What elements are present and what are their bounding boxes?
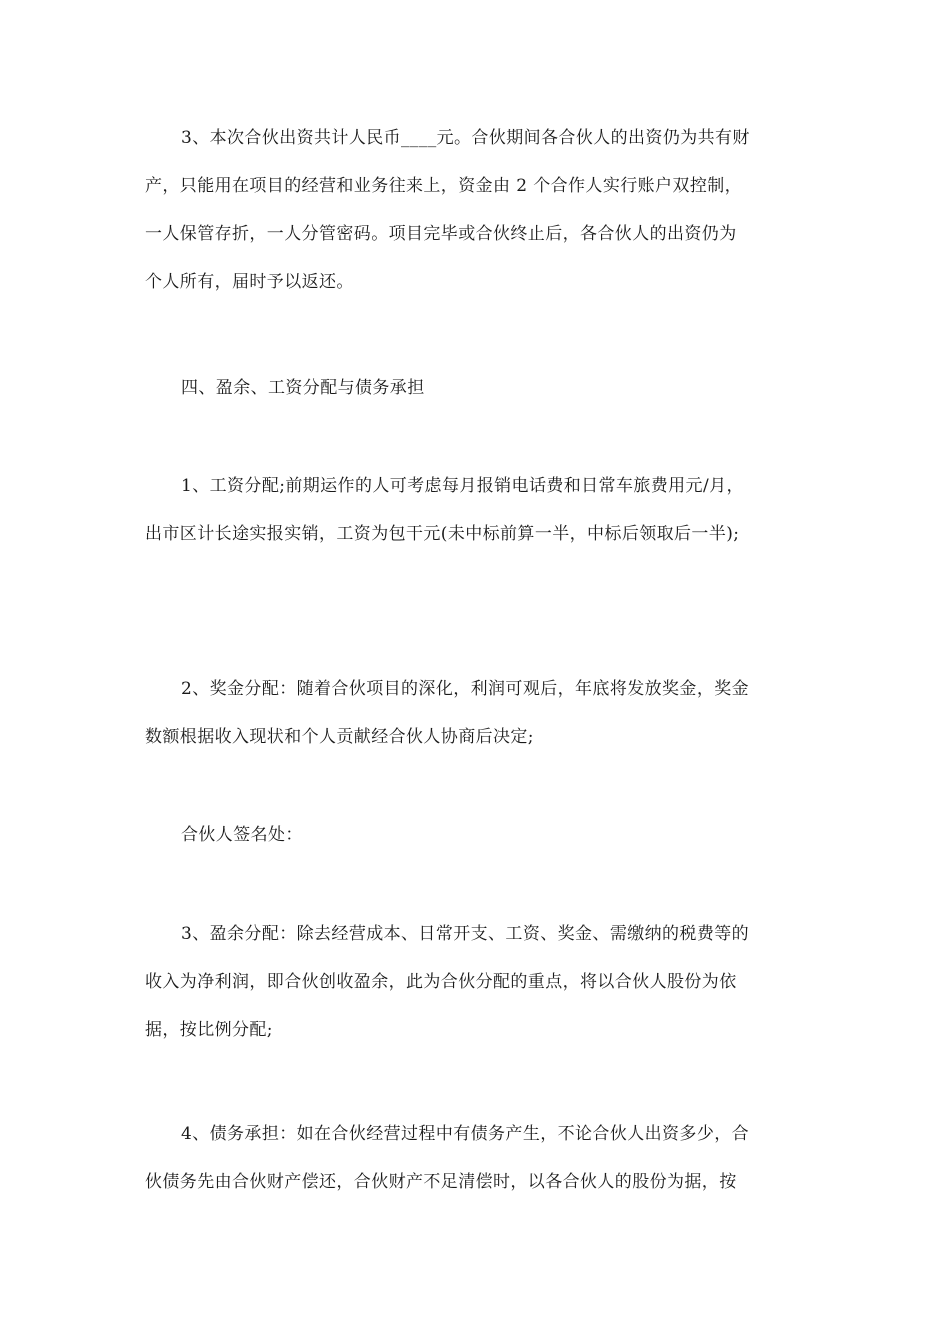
text-line: 一人保管存折，一人分管密码。项目完毕或合伙终止后，各合伙人的出资仍为 (145, 224, 737, 244)
text-line: 3、盈余分配：除去经营成本、日常开支、工资、奖金、需缴纳的税费等的 (181, 924, 750, 944)
section-heading-profit-distribution (181, 364, 425, 412)
paragraph-debt-liability (145, 1110, 810, 1206)
text-line: 3、本次合伙出资共计人民币____元。合伙期间各合伙人的出资仍为共有财 (181, 128, 750, 148)
text-line: 出市区计长途实报实销，工资为包干元(未中标前算一半，中标后领取后一半); (145, 524, 740, 544)
text-line: 据，按比例分配; (145, 1020, 273, 1040)
text-line: 产，只能用在项目的经营和业务往来上，资金由 2 个合作人实行账户双控制， (145, 176, 743, 196)
paragraph-capital-contribution (145, 114, 810, 306)
paragraph-surplus-distribution (145, 910, 810, 1054)
text-line: 数额根据收入现状和个人贡献经合伙人协商后决定; (145, 727, 534, 747)
text-line: 收入为净利润，即合伙创收盈余，此为合伙分配的重点，将以合伙人股份为依 (145, 972, 737, 992)
text-line: 1、工资分配;前期运作的人可考虑每月报销电话费和日常车旅费用元/月， (181, 476, 744, 496)
signature-label-text: 合伙人签名处： (181, 825, 303, 845)
paragraph-bonus-distribution (145, 665, 810, 761)
paragraph-salary-distribution (145, 462, 810, 558)
text-line: 2、奖金分配：随着合伙项目的深化，利润可观后，年底将发放奖金，奖金 (181, 679, 750, 699)
heading-text: 四、盈余、工资分配与债务承担 (181, 378, 425, 398)
signature-label (181, 811, 303, 859)
text-line: 4、债务承担：如在合伙经营过程中有债务产生，不论合伙人出资多少，合 (181, 1124, 750, 1144)
text-line: 个人所有，届时予以返还。 (145, 272, 354, 292)
text-line: 伙债务先由合伙财产偿还，合伙财产不足清偿时，以各合伙人的股份为据，按 (145, 1172, 737, 1192)
